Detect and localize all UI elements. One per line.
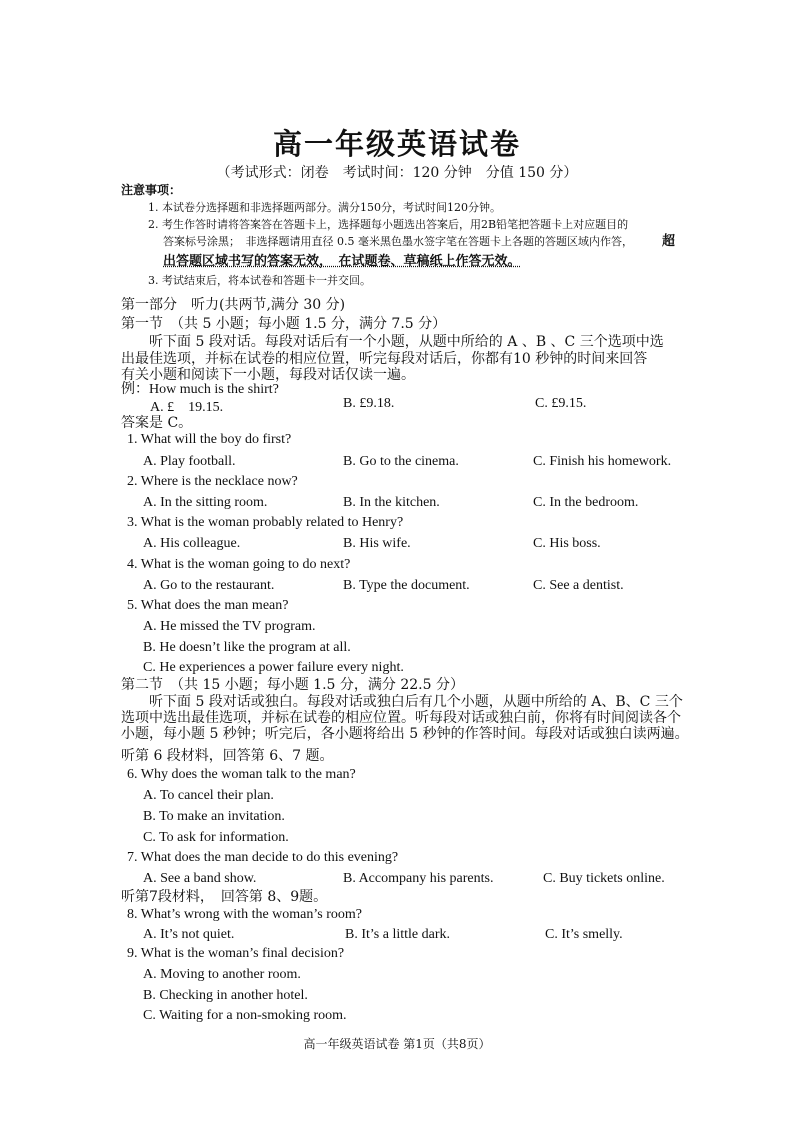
- section-1-instruction-3: 有关小题和阅读下一小题，每段对话仅读一遍。: [121, 367, 415, 383]
- question-2: 2. Where is the necklace now?: [127, 474, 298, 489]
- question-8-option-b: B. It’s a little dark.: [345, 927, 450, 942]
- page-footer: 高一年级英语试卷 第1页（共8页）: [303, 1037, 491, 1051]
- question-4-option-b: B. Type the document.: [343, 578, 470, 593]
- example-question: 例：How much is the shirt?: [121, 382, 279, 397]
- question-1-option-a: A. Play football.: [143, 454, 236, 469]
- notes-heading: 注意事项：: [121, 183, 182, 197]
- question-1: 1. What will the boy do first?: [127, 432, 292, 447]
- question-7: 7. What does the man decide to do this evening?: [127, 850, 399, 865]
- part-1-heading: 第一部分 听力(共两节,满分 30 分): [121, 297, 346, 313]
- question-9-option-a: A. Moving to another room.: [143, 967, 301, 982]
- material-7-heading: 听第7段材料， 回答第 8、9题。: [121, 889, 328, 905]
- section-2-instruction-1: 听下面 5 段对话或独白。每段对话或独白后有几个小题，从题中所给的 A、B、C 三个: [121, 694, 683, 710]
- question-3: 3. What is the woman probably related to Henry?: [127, 515, 404, 530]
- section-2-instruction-2: 选项中选出最佳选项，并标在试卷的相应位置。听每段对话或独白前，你将有时间阅读各个: [121, 710, 681, 726]
- question-1-option-c: C. Finish his homework.: [533, 454, 672, 469]
- note-3: 3. 考试结束后，将本试卷和答题卡一并交回。: [148, 274, 371, 287]
- question-3-option-c: C. His boss.: [533, 536, 601, 551]
- example-option-b: B. £9.18.: [343, 396, 395, 411]
- question-2-option-c: C. In the bedroom.: [533, 495, 639, 510]
- question-4-option-a: A. Go to the restaurant.: [143, 578, 275, 593]
- section-1-instruction-1: 听下面 5 段对话。每段对话后有一个小题，从题中所给的 A 、B 、C 三个选项中选: [135, 334, 664, 350]
- section-2-heading: 第二节 （共 15 小题；每小题 1.5 分，满分 22.5 分）: [121, 677, 464, 693]
- question-2-option-a: A. In the sitting room.: [143, 495, 268, 510]
- question-8-option-a: A. It’s not quiet.: [143, 927, 235, 942]
- question-9-option-c: C. Waiting for a non-smoking room.: [143, 1008, 347, 1023]
- question-7-option-c: C. Buy tickets online.: [543, 871, 665, 886]
- question-8-option-c: C. It’s smelly.: [545, 927, 623, 942]
- note-1: 1. 本试卷分选择题和非选择题两部分。满分150分，考试时间120分钟。: [148, 201, 501, 214]
- material-6-heading: 听第 6 段材料，回答第 6、7 题。: [121, 748, 334, 764]
- question-5: 5. What does the man mean?: [127, 598, 289, 613]
- question-1-option-b: B. Go to the cinema.: [343, 454, 459, 469]
- question-6-option-a: A. To cancel their plan.: [143, 788, 274, 803]
- question-3-option-a: A. His colleague.: [143, 536, 241, 551]
- note-2-bold-char: 超: [662, 234, 676, 249]
- question-5-option-a: A. He missed the TV program.: [143, 619, 316, 634]
- section-1-instruction-2: 出最佳选项，并标在试卷的相应位置，听完每段对话后，你都有10 秒钟的时间来回答: [121, 351, 648, 367]
- question-8: 8. What’s wrong with the woman’s room?: [127, 907, 362, 922]
- example-option-c: C. £9.15.: [535, 396, 587, 411]
- question-7-option-b: B. Accompany his parents.: [343, 871, 494, 886]
- question-7-option-a: A. See a band show.: [143, 871, 257, 886]
- question-5-option-c: C. He experiences a power failure every night.: [143, 660, 404, 675]
- question-6: 6. Why does the woman talk to the man?: [127, 767, 356, 782]
- example-answer: 答案是 C。: [121, 415, 193, 431]
- note-2-line-1: 2. 考生作答时请将答案答在答题卡上，选择题每小题选出答案后，用2B铅笔把答题卡上对应题目的: [148, 218, 629, 231]
- question-5-option-b: B. He doesn’t like the program at all.: [143, 640, 351, 655]
- question-9-option-b: B. Checking in another hotel.: [143, 988, 308, 1003]
- question-4-option-c: C. See a dentist.: [533, 578, 624, 593]
- question-6-option-b: B. To make an invitation.: [143, 809, 285, 824]
- note-2-line-2: 答案标号涂黑； 非选择题请用直径 0.5 毫米黑色墨水签字笔在答题卡上各题的答题区域内作答，: [163, 235, 633, 248]
- exam-info: （考试形式：闭卷 考试时间：120 分钟 分值 150 分）: [216, 165, 578, 181]
- question-9: 9. What is the woman’s final decision?: [127, 946, 345, 961]
- question-3-option-b: B. His wife.: [343, 536, 411, 551]
- section-2-instruction-3: 小题，每小题 5 秒钟；听完后，各小题将给出 5 秒钟的作答时间。每段对话或独白读两遍。: [121, 726, 689, 742]
- note-2-line-3: 出答题区域书写的答案无效， 在试题卷、草稿纸上作答无效。: [163, 254, 521, 269]
- question-6-option-c: C. To ask for information.: [143, 830, 289, 845]
- question-2-option-b: B. In the kitchen.: [343, 495, 440, 510]
- example-option-a: A. £ 19.15.: [150, 400, 224, 415]
- section-1-heading: 第一节 （共 5 小题；每小题 1.5 分，满分 7.5 分）: [121, 316, 447, 332]
- page-title: 高一年级英语试卷: [272, 127, 521, 161]
- question-4: 4. What is the woman going to do next?: [127, 557, 351, 572]
